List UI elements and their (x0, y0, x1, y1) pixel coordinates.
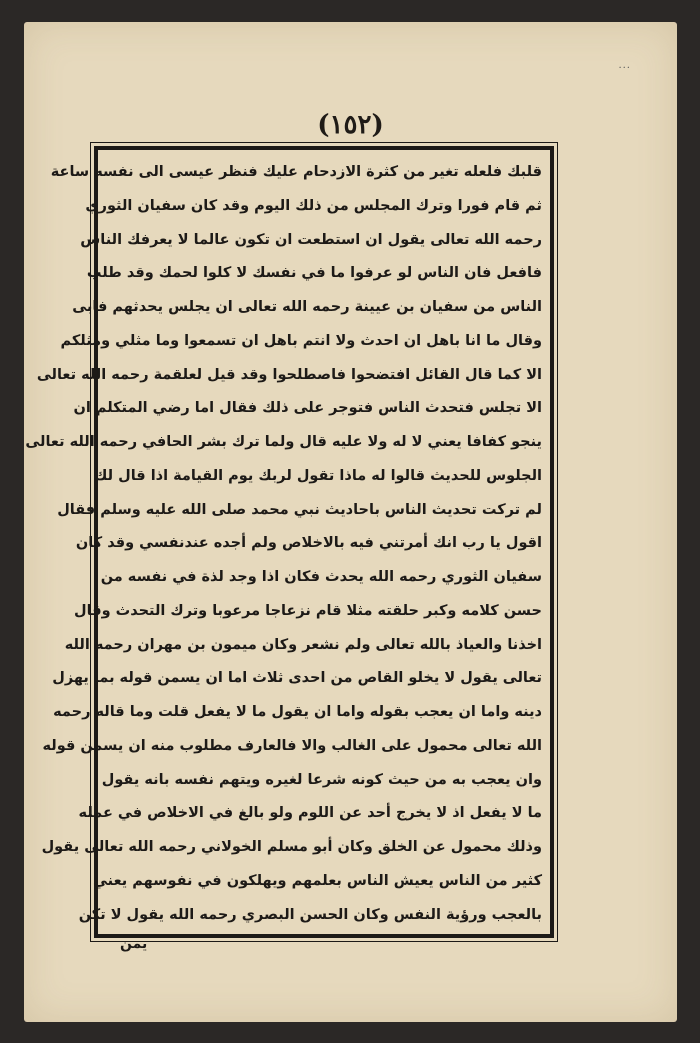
catchword: يمن (120, 936, 148, 952)
text-line-8: الا تجلس فتحدث الناس فتوجر على ذلك فقال اما رضي المتكلم ان (73, 400, 542, 417)
text-line-11: لم تركت تحديث الناس باحاديث نبي محمد صلى الله عليه وسلم فقال (57, 501, 542, 518)
text-line-7: الا كما قال القائل افتضحوا فاصطلحوا وقد قيل لعلقمة رحمه الله تعالى (36, 366, 542, 383)
text-line-18: الله تعالى محمول على الغالب والا فالعارف مطلوب منه ان يسمن قوله (42, 737, 542, 754)
text-line-20: ما لا يفعل اذ لا يخرج أحد عن اللوم ولو بالغ في الاخلاص في عمله (78, 805, 542, 822)
text-line-13: سفيان الثوري رحمه الله يحدث فكان اذا وجد لذة في نفسه من (100, 569, 542, 585)
text-line-5: الناس من سفيان بن عيينة رحمه الله تعالى ان يجلس يحدثهم فابى (72, 299, 542, 315)
text-line-19: وان يعجب به من حيث كونه شرعا لغيره ويتهم نفسه بانه يقول (101, 771, 542, 788)
text-line-17: دينه واما ان يعجب بقوله واما ان يقول ما لا يفعل قلت وما قاله رحمه (53, 704, 542, 720)
text-line-1: قلبك فلعله تغير من كثرة الازدحام عليك فنظر عيسى الى نفسه ساعة (50, 164, 542, 180)
text-frame (25, 146, 554, 938)
page-number: (١٥٢) (317, 110, 384, 140)
book-page (24, 22, 677, 1022)
text-line-10: الجلوس للحديث قالوا له ماذا تقول لربك يوم القيامة اذا قال لك (94, 467, 542, 484)
text-line-9: ينجو كفافا يعني لا له ولا عليه قال ولما ترك بشر الحافي رحمه الله تعالى (25, 434, 542, 450)
text-block (25, 164, 542, 924)
text-line-16: تعالى يقول لا يخلو القاص من احدى ثلاث اما ان يسمن قوله بما يهزل (52, 670, 542, 687)
text-line-22: كثير من الناس يعيش الناس بعلمهم ويهلكون في نفوسهم يعني (93, 872, 542, 889)
corner-mark: ... (618, 60, 631, 71)
text-line-2: ثم قام فورا وترك المجلس من ذلك اليوم وقد كان سفيان الثوري (85, 197, 542, 214)
text-line-12: اقول يا رب انك أمرتني فيه بالاخلاص ولم أجده عندنفسي وقد كان (75, 535, 542, 552)
text-line-3: رحمه الله تعالى يقول ان استطعت ان تكون عالما لا يعرفك الناس (80, 231, 542, 248)
text-line-6: وقال ما انا باهل ان احدث ولا انتم باهل ان تسمعوا وما مثلي ومثلكم (60, 332, 542, 349)
text-line-21: وذلك محمول عن الخلق وكان أبو مسلم الخولاني رحمه الله تعالى يقول (41, 839, 542, 855)
text-line-23: بالعجب ورؤية النفس وكان الحسن البصري رحمه الله يقول لا تكن (78, 906, 542, 923)
text-line-14: حسن كلامه وكبر حلقته مثلا قام نزعاجا مرعوبا وترك التحدث وقال (74, 602, 542, 619)
text-line-4: فافعل فان الناس لو عرفوا ما في نفسك لا كلوا لحمك وقد طلب (86, 265, 542, 282)
text-line-15: اخذنا والعياذ بالله تعالى ولم نشعر وكان ميمون بن مهران رحمه الله (64, 636, 542, 653)
